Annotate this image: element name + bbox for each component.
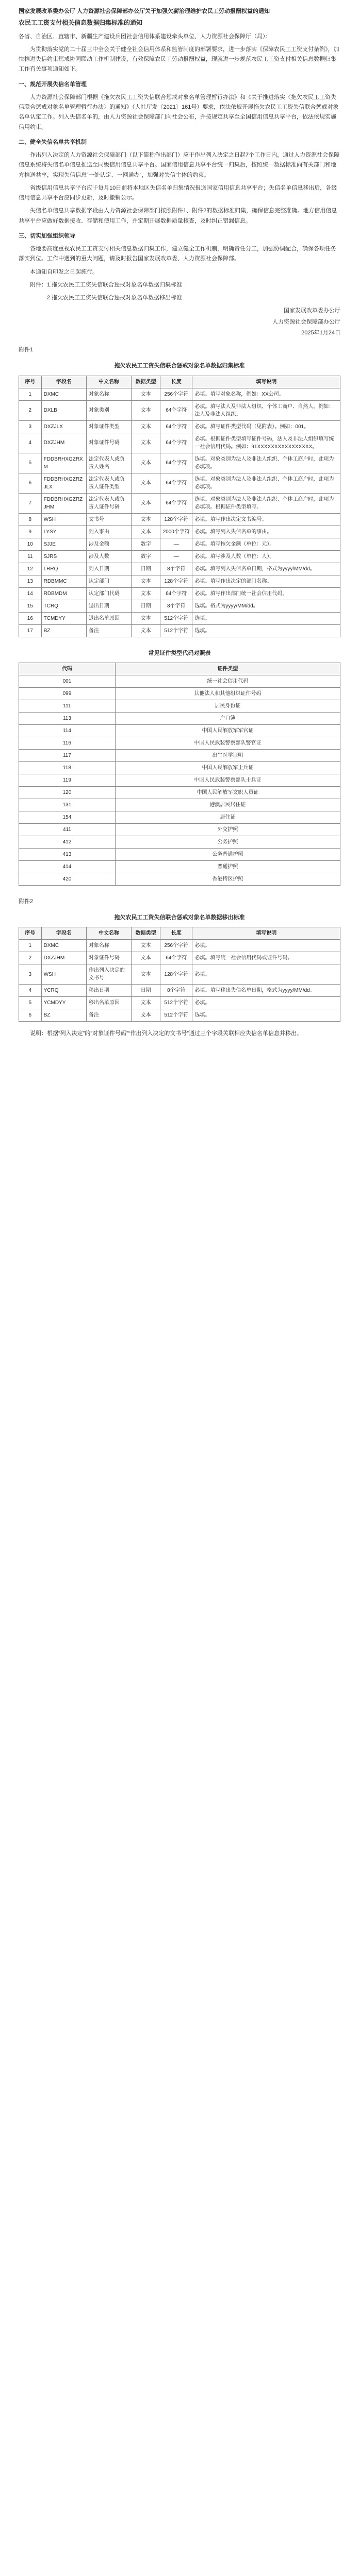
table-cell: 居民身份证 — [115, 700, 340, 712]
table-cell: 法定代表人或负责人证件号码 — [86, 493, 131, 513]
table-cell: 64个字符 — [160, 952, 192, 964]
table-row — [19, 749, 340, 761]
table-cell: 文本 — [132, 526, 160, 538]
table-cell: 备注 — [86, 1009, 131, 1022]
table-cell: SJRS — [41, 550, 86, 563]
column-header: 代码 — [19, 663, 116, 675]
table-header-row — [19, 663, 340, 675]
table-cell: 文本 — [132, 400, 160, 420]
table-cell: 412 — [19, 836, 116, 848]
table-cell: 列入事由 — [86, 526, 131, 538]
table-cell: TCRQ — [41, 600, 86, 612]
table-cell: 099 — [19, 687, 116, 700]
table-cell: 其他法人和其他组织证件号码 — [115, 687, 340, 700]
table-cell: 必填。填写作出部门统一社会信用代码。 — [192, 587, 340, 600]
table-cell: 必填。填写作出决定的部门名称。 — [192, 575, 340, 587]
table-cell: 12 — [19, 563, 42, 575]
table-cell: 15 — [19, 600, 42, 612]
table-cell: 10 — [19, 538, 42, 550]
table-cell: 512个字符 — [160, 612, 192, 624]
table-cell: 3 — [19, 420, 42, 433]
table-cell: 法定代表人或负责人姓名 — [86, 453, 131, 473]
attachment1-table — [19, 376, 340, 637]
column-header: 证件类型 — [115, 663, 340, 675]
table-cell: 114 — [19, 724, 116, 737]
table-cell: 413 — [19, 848, 116, 860]
attachments-list-2: 2.拖欠农民工工资失信联合惩戒对象名单数据移出标准 — [47, 295, 183, 301]
table-cell: 5 — [19, 453, 42, 473]
table-row — [19, 700, 340, 712]
table-row — [19, 964, 340, 985]
table-cell: 日期 — [132, 600, 160, 612]
table-row — [19, 1009, 340, 1022]
table-cell: 512个字符 — [160, 1009, 192, 1022]
table-cell: 文本 — [132, 388, 160, 400]
table-cell: 列入日期 — [86, 563, 131, 575]
table-cell: FDDBRHXGZRXM — [41, 453, 86, 473]
table-cell: 117 — [19, 749, 116, 761]
table-row — [19, 400, 340, 420]
table-cell: DXLB — [41, 400, 86, 420]
table-cell: 411 — [19, 823, 116, 836]
table-cell: 文本 — [132, 997, 160, 1009]
table-cell: 128个字符 — [160, 513, 192, 526]
table-cell: 001 — [19, 675, 116, 687]
table-cell: 120 — [19, 786, 116, 799]
table-cell: 中国人民武装警察部队士兵证 — [115, 774, 340, 786]
table-cell: 必填。填写列入失信名单的事由。 — [192, 526, 340, 538]
footnote: 说明：根据“列入决定”的“对象证件号码”“作出列入决定的文书号”通过三个字段关联相应失信名单信息并移出。 — [30, 1030, 302, 1037]
table-row — [19, 538, 340, 550]
table-cell: FDDBRHXGZRZJHM — [41, 493, 86, 513]
table-cell: 认定部门 — [86, 575, 131, 587]
column-header: 数据类型 — [132, 376, 160, 388]
column-header: 长度 — [160, 927, 192, 940]
table-cell: 4 — [19, 985, 42, 997]
table-cell: 2000个字符 — [160, 526, 192, 538]
table-row — [19, 587, 340, 600]
attachment1-label: 附件1 — [19, 347, 34, 353]
table-row — [19, 799, 340, 811]
table-row — [19, 940, 340, 952]
table-cell: 必填。填写涉及人数（单位：人）。 — [192, 550, 340, 563]
table-cell: 退出日期 — [86, 600, 131, 612]
section-heading: 二、健全失信名单共享机制 — [19, 139, 87, 145]
code-table — [19, 663, 340, 886]
table-cell: 居住证 — [115, 811, 340, 823]
table-cell: TCMDYY — [41, 612, 86, 624]
table-cell: 9 — [19, 526, 42, 538]
table-row — [19, 873, 340, 885]
table-row — [19, 860, 340, 873]
table-cell: 选填。 — [192, 612, 340, 624]
table-row — [19, 712, 340, 724]
table-cell: 8个字符 — [160, 985, 192, 997]
table-cell: 17 — [19, 624, 42, 637]
signature-org1: 国家发展改革委办公厅 — [284, 308, 340, 314]
table-row — [19, 737, 340, 749]
table-row — [19, 997, 340, 1009]
section-paragraph: 省级信用信息共享平台应于每月10日前将本地区失信名单归集情况报送国家信用信息共享平台；失信名单信息移出后，各级信用信息共享平台应同步更新，及时撤销公示。 — [19, 184, 337, 201]
table-cell: 6 — [19, 473, 42, 493]
table-cell: 64个字符 — [160, 400, 192, 420]
intro-paragraph: 为贯彻落实党的二十届三中全会关于健全社会信用体系和监管制度的部署要求，进一步落实《保障农民工工资支付条例》，加快推进失信约束惩戒协同联动工作机制建设，有效保障农民工劳动报酬权益，现就进一步规范农民工工资支付相关信息数据归集工作有关事项通知如下。 — [19, 46, 339, 73]
table-cell: 131 — [19, 799, 116, 811]
table-cell: 中国人民解放军士兵证 — [115, 761, 340, 774]
table-cell: 2 — [19, 952, 42, 964]
table-cell: 必填。填写作出决定文书编号。 — [192, 513, 340, 526]
table-cell: 选填。 — [192, 624, 340, 637]
column-header: 字段名 — [41, 927, 86, 940]
table-cell: 512个字符 — [160, 997, 192, 1009]
table-cell: — — [160, 538, 192, 550]
table-cell: 113 — [19, 712, 116, 724]
table-cell: DXZJHM — [41, 952, 86, 964]
table-cell: WSH — [41, 513, 86, 526]
table-cell: RDBMMC — [41, 575, 86, 587]
table-cell: 统一社会信用代码 — [115, 675, 340, 687]
table-row — [19, 687, 340, 700]
table-cell: 3 — [19, 964, 42, 985]
table-cell: 涉及人数 — [86, 550, 131, 563]
table-cell: 5 — [19, 997, 42, 1009]
table-cell: 文本 — [132, 493, 160, 513]
table-cell: 必填。填写法人及非法人组织、个体工商户、自然人。例如：法人及非法人组织。 — [192, 400, 340, 420]
table-cell: 64个字符 — [160, 420, 192, 433]
table-cell: 必填。填写列入失信名单日期，格式为yyyy/MM/dd。 — [192, 563, 340, 575]
attachment2-title: 拖欠农民工工资失信联合惩戒对象名单数据移出标准 — [114, 914, 245, 921]
table-row — [19, 774, 340, 786]
column-header: 字段名 — [41, 376, 86, 388]
column-header: 填写说明 — [192, 376, 340, 388]
table-cell: 数字 — [132, 550, 160, 563]
column-header: 中文名称 — [86, 376, 131, 388]
table-cell: 普通护照 — [115, 860, 340, 873]
table-cell: — — [160, 550, 192, 563]
table-row — [19, 675, 340, 687]
table-cell: 文本 — [132, 473, 160, 493]
table-cell: 数字 — [132, 538, 160, 550]
table-row — [19, 836, 340, 848]
table-cell: 8个字符 — [160, 600, 192, 612]
table-row — [19, 493, 340, 513]
table-cell: 文本 — [132, 624, 160, 637]
table-cell: 64个字符 — [160, 493, 192, 513]
table-cell: 414 — [19, 860, 116, 873]
table-row — [19, 550, 340, 563]
table-cell: 日期 — [132, 985, 160, 997]
column-header: 填写说明 — [192, 927, 340, 940]
table-cell: 必填。根据证件类型填写证件号码，法人及非法人组织填写统一社会信用代码。例如：91XXXXXXXXXXXXXXXX。 — [192, 433, 340, 453]
attachment2-label: 附件2 — [19, 898, 34, 905]
table-cell: 64个字符 — [160, 433, 192, 453]
table-cell: 2 — [19, 400, 42, 420]
section-heading: 一、规范开展失信名单管理 — [19, 81, 87, 88]
section-heading: 三、切实加强组织领导 — [19, 232, 75, 239]
table-cell: 必填。 — [192, 940, 340, 952]
table-cell: 必填。填写证件类型代码（见附表）。例如：001。 — [192, 420, 340, 433]
table-cell: 文本 — [132, 964, 160, 985]
table-cell: LRRQ — [41, 563, 86, 575]
table-cell: 256个字符 — [160, 388, 192, 400]
notice-sections — [19, 80, 340, 277]
table-cell: 1 — [19, 388, 42, 400]
table-cell: 必填。填写移出失信名单日期，格式为yyyy/MM/dd。 — [192, 985, 340, 997]
table-cell: 6 — [19, 1009, 42, 1022]
table-cell: 对象类别 — [86, 400, 131, 420]
table-row — [19, 433, 340, 453]
column-header: 序号 — [19, 927, 42, 940]
table-cell: 128个字符 — [160, 575, 192, 587]
table-row — [19, 388, 340, 400]
table-cell: 法定代表人或负责人证件类型 — [86, 473, 131, 493]
table-cell: 选填。 — [192, 1009, 340, 1022]
table-cell: 64个字符 — [160, 587, 192, 600]
attachments-list-1: 附件：1.拖欠农民工工资失信联合惩戒对象名单数据归集标准 — [30, 281, 183, 288]
table-row — [19, 952, 340, 964]
section-paragraph: 作出列入决定的人力资源社会保障部门（以下简称作出部门）应于作出列入决定之日起7个工作日内，通过人力资源社会保障信息系统将失信名单信息推送至同级信用信息共享平台。国家信用信息共享平台统一归集后，按照统一数据标准向有关部门和地方推送共享，实现失信信息“一处认定、一网通办”，加强对失信主体的约束。 — [19, 152, 340, 178]
signature-org2: 人力资源社会保障部办公厅 — [272, 318, 340, 325]
table-cell: SJJE — [41, 538, 86, 550]
table-cell: 涉及金额 — [86, 538, 131, 550]
section-paragraph: 各地要高度重视农民工工资支付相关信息数据归集工作，建立健全工作机制，明确责任分工，加强协调配合，确保各项任务落实到位。工作中遇到的重大问题，请及时报告国家发展改革委、人力资源社会保障部。 — [19, 246, 336, 262]
table-cell: 8 — [19, 513, 42, 526]
table-cell: 文书号 — [86, 513, 131, 526]
table-cell: 119 — [19, 774, 116, 786]
table-row — [19, 600, 340, 612]
table-cell: 选填。格式为yyyy/MM/dd。 — [192, 600, 340, 612]
table-cell: 256个字符 — [160, 940, 192, 952]
attachment1-title: 拖欠农民工工资失信联合惩戒对象名单数据归集标准 — [114, 363, 245, 369]
table-cell: 文本 — [132, 575, 160, 587]
table-row — [19, 624, 340, 637]
table-cell: 日期 — [132, 563, 160, 575]
table-cell: 公务普通护照 — [115, 848, 340, 860]
notice-page — [0, 0, 359, 1063]
table-row — [19, 473, 340, 493]
table-cell: 备注 — [86, 624, 131, 637]
table-cell: 13 — [19, 575, 42, 587]
table-header-row — [19, 927, 340, 940]
table-cell: 中国人民解放军文职人员证 — [115, 786, 340, 799]
table-cell: 香港特区护照 — [115, 873, 340, 885]
table-header-row — [19, 376, 340, 388]
table-row — [19, 612, 340, 624]
table-row — [19, 823, 340, 836]
table-cell: 512个字符 — [160, 624, 192, 637]
table-cell: 8个字符 — [160, 563, 192, 575]
table-row — [19, 724, 340, 737]
table-row — [19, 513, 340, 526]
table-cell: 1 — [19, 940, 42, 952]
table-cell: 4 — [19, 433, 42, 453]
addressee: 各省、自治区、直辖市、新疆生产建设兵团社会信用体系建设牵头单位、人力资源社会保障厅（局）： — [19, 33, 271, 40]
column-header: 序号 — [19, 376, 42, 388]
section-paragraph: 本通知自印发之日起施行。 — [30, 268, 98, 275]
table-cell: 必填。填写拖欠金额（单位：元）。 — [192, 538, 340, 550]
table-cell: LYSY — [41, 526, 86, 538]
table-cell: 64个字符 — [160, 453, 192, 473]
table-row — [19, 575, 340, 587]
table-row — [19, 985, 340, 997]
table-cell: 文本 — [132, 1009, 160, 1022]
notice-header-org: 国家发展改革委办公厅 人力资源社会保障部办公厅关于加强欠薪治理维护农民工劳动报酬权益的通知 — [19, 8, 270, 14]
table-row — [19, 563, 340, 575]
table-cell: 7 — [19, 493, 42, 513]
table-cell: BZ — [41, 1009, 86, 1022]
table-cell: 退出名单原因 — [86, 612, 131, 624]
table-cell: 必填。 — [192, 997, 340, 1009]
table-cell: FDDBRHXGZRZJLX — [41, 473, 86, 493]
table-cell: 对象证件类型 — [86, 420, 131, 433]
signature-date: 2025年1月24日 — [301, 329, 340, 336]
table-cell: 必填。填写对象名称，例如：XX公司。 — [192, 388, 340, 400]
table-cell: 118 — [19, 761, 116, 774]
table-cell: 文本 — [132, 587, 160, 600]
table-cell: 中国人民解放军军官证 — [115, 724, 340, 737]
table-cell: DXMC — [41, 388, 86, 400]
table-row — [19, 811, 340, 823]
table-cell: YCRQ — [41, 985, 86, 997]
table-cell: 必填。填写统一社会信用代码或证件号码。 — [192, 952, 340, 964]
table-cell: 154 — [19, 811, 116, 823]
table-cell: 文本 — [132, 513, 160, 526]
table-cell: 对象名称 — [86, 388, 131, 400]
section-paragraph: 失信名单信息共享数据字段由人力资源社会保障部门按照附件1、附件2的数据标准归集，确保信息完整准确。地方信用信息共享平台应做好数据接收、存储和使用工作，并定期开展数据质量核查，及时纠正错漏信息。 — [19, 208, 337, 224]
table-cell: 移出名单原因 — [86, 997, 131, 1009]
table-cell: 文本 — [132, 952, 160, 964]
column-header: 数据类型 — [132, 927, 160, 940]
table-cell: 对象证件号码 — [86, 952, 131, 964]
table-cell: 对象证件号码 — [86, 433, 131, 453]
table-cell: 16 — [19, 612, 42, 624]
table-row — [19, 786, 340, 799]
table-cell: 认定部门代码 — [86, 587, 131, 600]
attachment2-table — [19, 927, 340, 1022]
table-cell: DXMC — [41, 940, 86, 952]
table-cell: 对象名称 — [86, 940, 131, 952]
table-cell: BZ — [41, 624, 86, 637]
table-cell: 111 — [19, 700, 116, 712]
table-row — [19, 761, 340, 774]
table-cell: 文本 — [132, 612, 160, 624]
table-cell: 128个字符 — [160, 964, 192, 985]
table-cell: 港澳居民居住证 — [115, 799, 340, 811]
table-cell: YCMDYY — [41, 997, 86, 1009]
table-row — [19, 526, 340, 538]
table-cell: 420 — [19, 873, 116, 885]
table-cell: 选填。对象类别为法人及非法人组织、个体工商户时，此项为必填项。根据证件类型填写。 — [192, 493, 340, 513]
table-cell: 必填。 — [192, 964, 340, 985]
table-row — [19, 453, 340, 473]
table-cell: 文本 — [132, 940, 160, 952]
table-cell: DXZJHM — [41, 433, 86, 453]
table-cell: DXZJLX — [41, 420, 86, 433]
table-cell: 11 — [19, 550, 42, 563]
column-header: 中文名称 — [86, 927, 131, 940]
table-cell: 公务护照 — [115, 836, 340, 848]
table-cell: 文本 — [132, 433, 160, 453]
table-cell: 文本 — [132, 420, 160, 433]
table-cell: WSH — [41, 964, 86, 985]
notice-title: 农民工工资支付相关信息数据归集标准的通知 — [19, 19, 143, 26]
table-row — [19, 848, 340, 860]
table-cell: 作出列入决定的文书号 — [86, 964, 131, 985]
table-row — [19, 420, 340, 433]
code-table-title: 常见证件类型代码对照表 — [148, 650, 211, 656]
table-cell: 14 — [19, 587, 42, 600]
table-cell: 文本 — [132, 453, 160, 473]
table-cell: 外交护照 — [115, 823, 340, 836]
table-cell: RDBMDM — [41, 587, 86, 600]
table-cell: 116 — [19, 737, 116, 749]
table-cell: 出生医学证明 — [115, 749, 340, 761]
table-cell: 中国人民武装警察部队警官证 — [115, 737, 340, 749]
section-paragraph: 人力资源社会保障部门根据《拖欠农民工工资失信联合惩戒对象名单管理暂行办法》和《关于推进落实〈拖欠农民工工资失信联合惩戒对象名单管理暂行办法〉的通知》（人社厅发〔2021〕161号）要求，依法依规开展拖欠农民工工资失信联合惩戒对象名单认定工作。列入失信名单的，由人力资源社会保障部门向社会公布，并按规定共享至全国信用信息共享平台，依法依规实施信用约束。 — [19, 94, 339, 130]
table-cell: 选填。对象类别为法人及非法人组织、个体工商户时，此项为必填项。 — [192, 473, 340, 493]
table-cell: 移出日期 — [86, 985, 131, 997]
table-cell: 选填。对象类别为法人及非法人组织、个体工商户时，此项为必填项。 — [192, 453, 340, 473]
table-cell: 64个字符 — [160, 473, 192, 493]
table-cell: 户口簿 — [115, 712, 340, 724]
column-header: 长度 — [160, 376, 192, 388]
